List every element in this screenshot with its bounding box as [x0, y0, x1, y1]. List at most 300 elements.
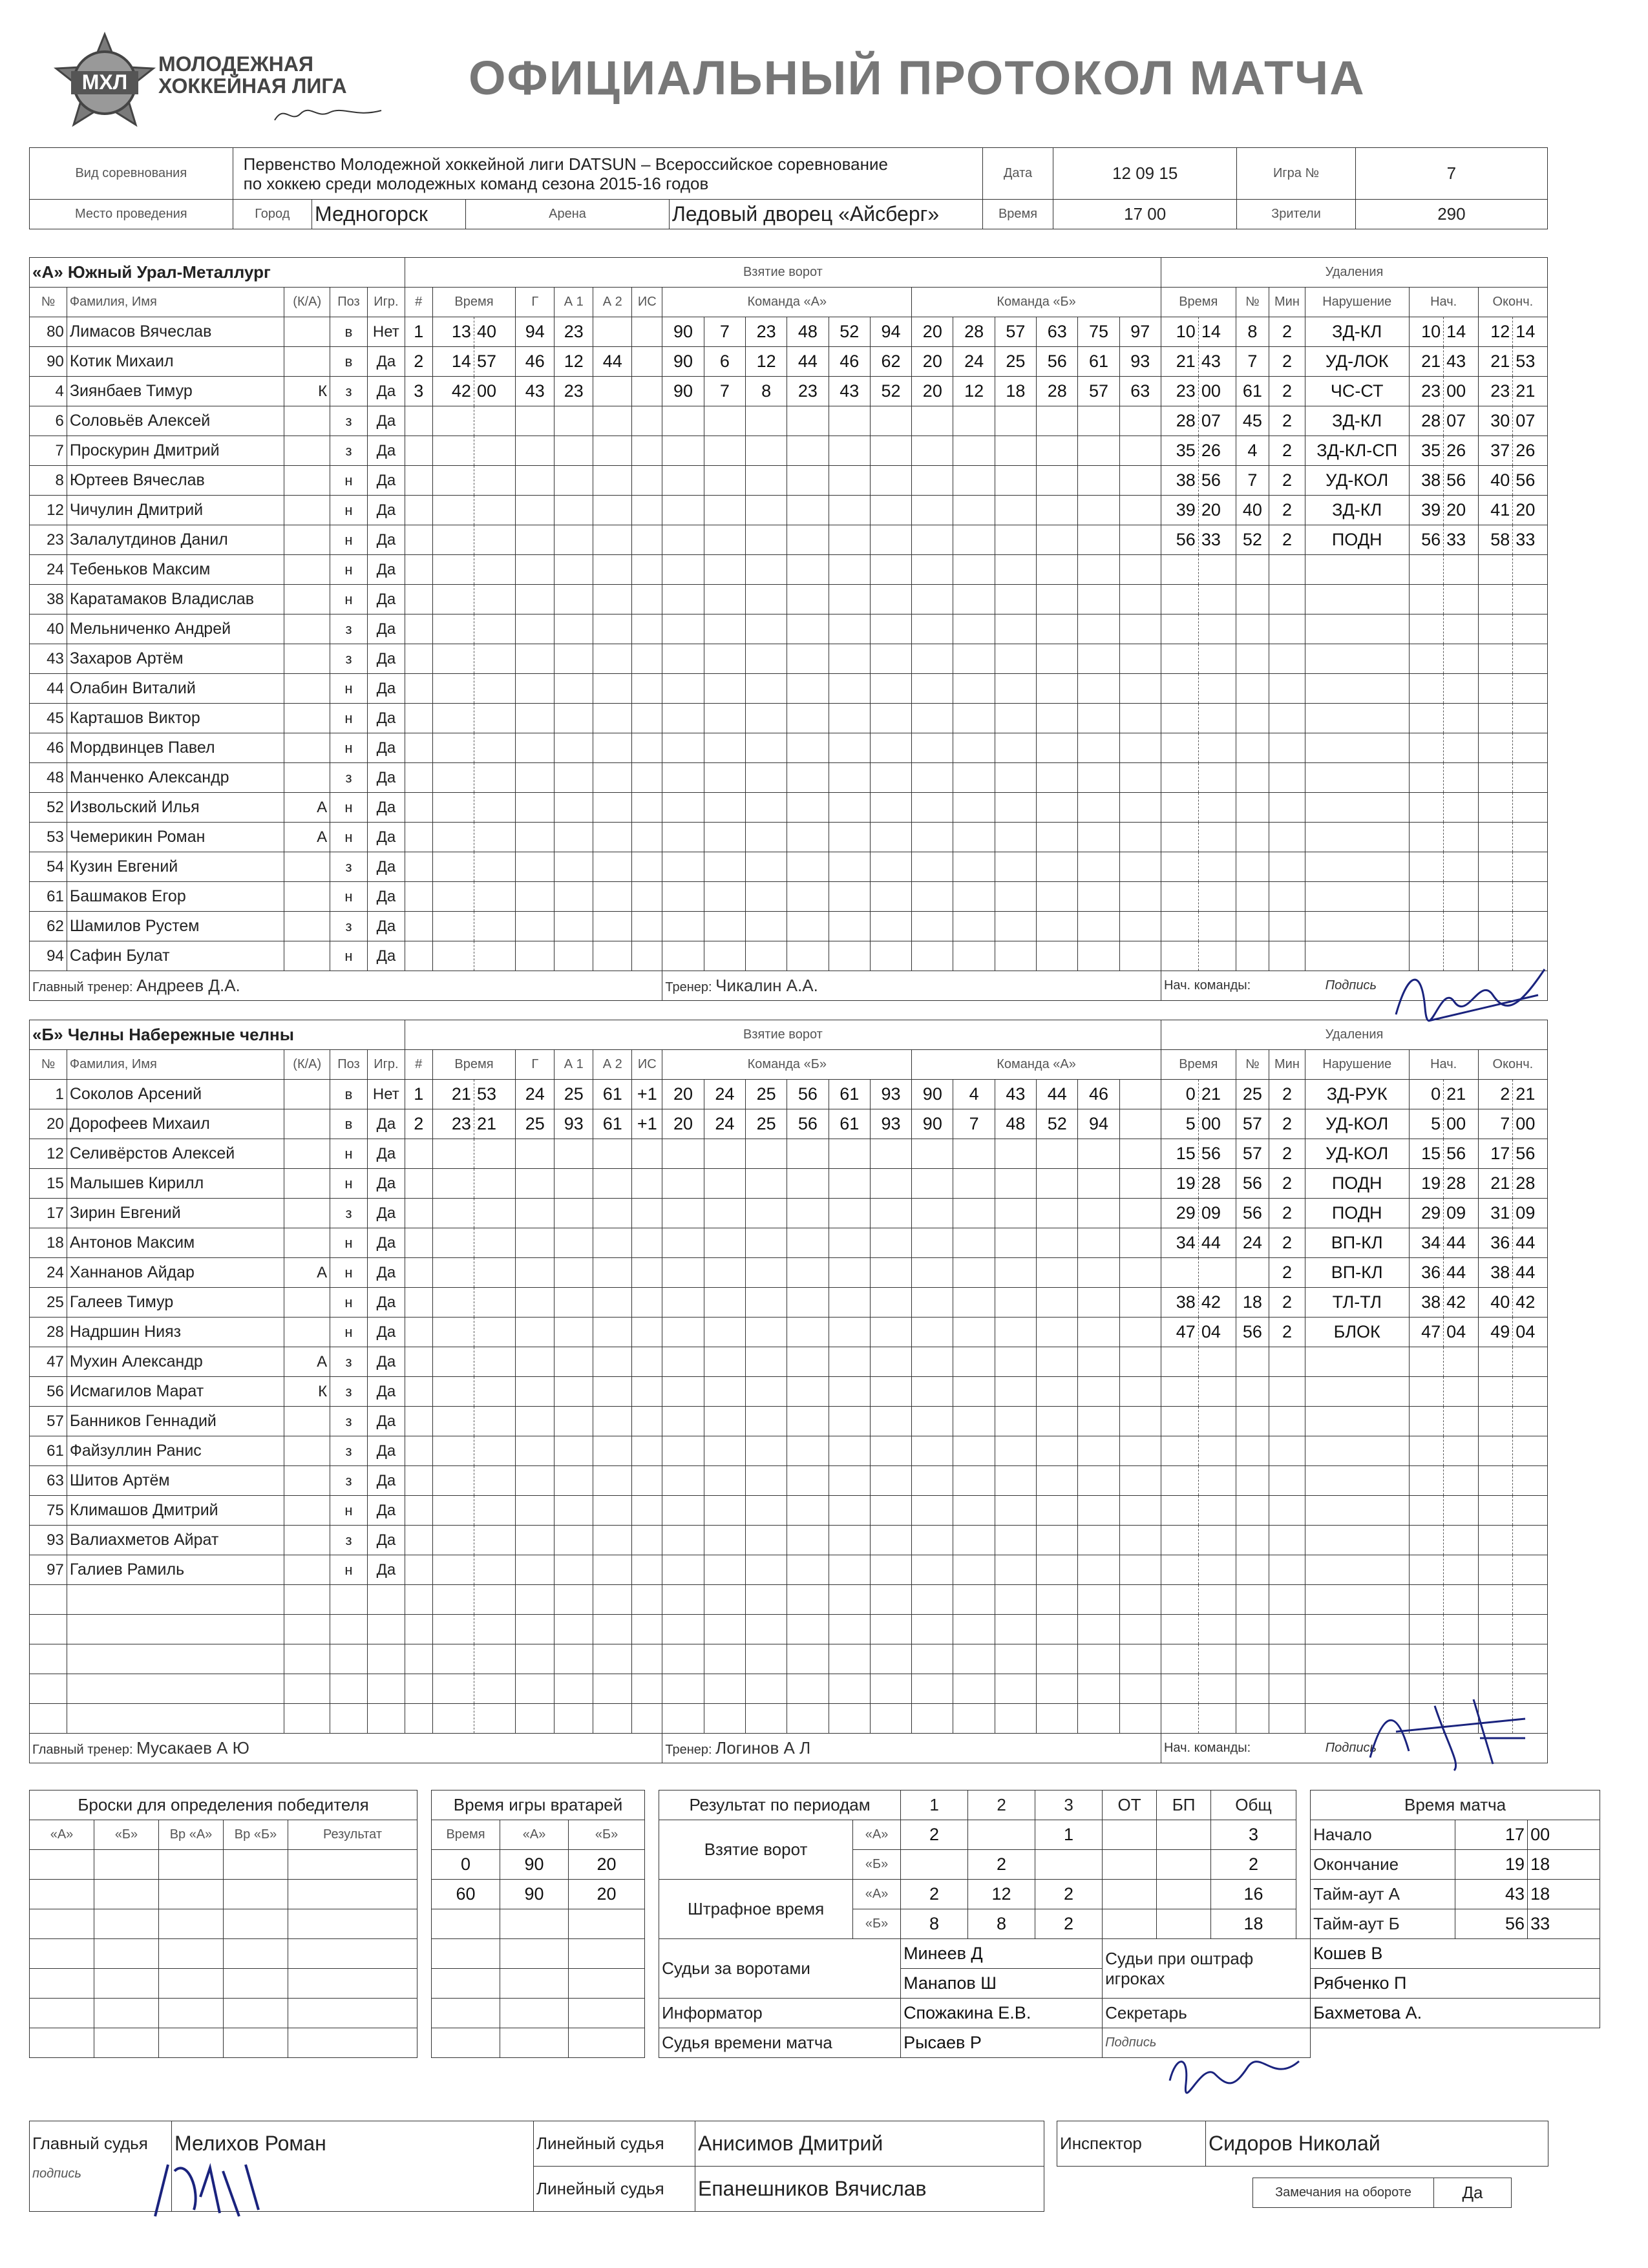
- col-p-num: №: [1236, 1050, 1269, 1080]
- goal-own-player: 94: [870, 317, 911, 347]
- player-num: 52: [30, 793, 67, 823]
- gk-row2-b: 20: [569, 1880, 645, 1909]
- player-name: Файзуллин Ранис: [67, 1436, 284, 1466]
- player-num: 61: [30, 882, 67, 912]
- player-row: [30, 377, 1548, 406]
- pen-end-sec: 20: [1513, 496, 1548, 525]
- goal-opp-player: 18: [995, 377, 1036, 406]
- goal-min: 14: [432, 347, 474, 377]
- player-pos: з: [330, 644, 368, 674]
- player-ka: [284, 1407, 330, 1436]
- player-play: Да: [367, 406, 405, 436]
- player-ka: [284, 1318, 330, 1347]
- col-p-time: Время: [1161, 288, 1236, 317]
- player-num: 7: [30, 436, 67, 466]
- col-g-num: #: [405, 288, 432, 317]
- goals-b-p2: 2: [968, 1850, 1035, 1880]
- player-ka: [284, 1496, 330, 1526]
- pen-sec: 33: [1198, 525, 1236, 555]
- lin1-value: Анисимов Дмитрий: [695, 2121, 1044, 2167]
- pen-start-sec: 56: [1444, 466, 1479, 496]
- player-ka: [284, 317, 330, 347]
- pen-sec: 04: [1198, 1318, 1236, 1347]
- player-num: 12: [30, 496, 67, 525]
- pen-end-min: 30: [1478, 406, 1513, 436]
- player-ka: [284, 1139, 330, 1169]
- timekeeper-value: Рысаев Р: [901, 2028, 1103, 2058]
- goal-own-player: 61: [829, 1109, 870, 1139]
- player-ka: [284, 733, 330, 763]
- goals-b-p1: [901, 1850, 968, 1880]
- goal-opp-player: 4: [953, 1080, 995, 1109]
- per-col-1: 1: [901, 1790, 968, 1820]
- player-play: Да: [367, 674, 405, 704]
- ref-value: Мелихов Роман: [172, 2121, 534, 2167]
- pim-a-p3: 2: [1035, 1880, 1103, 1909]
- player-num: [30, 1644, 67, 1674]
- player-play: Да: [367, 1318, 405, 1347]
- pen-infraction: ПОДН: [1305, 525, 1409, 555]
- goal-scorer: 46: [516, 347, 555, 377]
- player-name: Исмагилов Марат: [67, 1377, 284, 1407]
- player-name: Зирин Евгений: [67, 1199, 284, 1228]
- pen-judge-2: Рябченко П: [1311, 1969, 1600, 1999]
- gk-a-label: «А»: [500, 1820, 569, 1850]
- per-col-2: 2: [968, 1790, 1035, 1820]
- end-m: 18: [1528, 1850, 1600, 1880]
- pen-minutes: 2: [1269, 436, 1305, 466]
- date-value: 12 09 15: [1053, 148, 1237, 200]
- player-ka: [284, 1080, 330, 1109]
- goal-a2: 61: [593, 1109, 632, 1139]
- player-num: 75: [30, 1496, 67, 1526]
- player-num: 18: [30, 1228, 67, 1258]
- chief-label: Нач. команды:: [1163, 1741, 1251, 1755]
- head-coach-label: Главный тренер:: [32, 1743, 133, 1757]
- player-name: Зиянбаев Тимур: [67, 377, 284, 406]
- player-name: Олабин Виталий: [67, 674, 284, 704]
- pen-start-sec: 14: [1444, 317, 1479, 347]
- player-row: [30, 1347, 1548, 1377]
- pen-minutes: 2: [1269, 406, 1305, 436]
- player-play: Да: [367, 1199, 405, 1228]
- pim-a-p1: 2: [901, 1880, 968, 1909]
- pen-start-min: 21: [1409, 347, 1444, 377]
- goal-opp-player: 57: [1078, 377, 1119, 406]
- pen-minutes: 2: [1269, 1080, 1305, 1109]
- goal-own-player: 25: [745, 1080, 787, 1109]
- player-pos: н: [330, 585, 368, 614]
- team-title: «Б» Челны Набережные челны: [30, 1020, 405, 1050]
- player-pos: н: [330, 704, 368, 733]
- pen-end-min: 7: [1478, 1109, 1513, 1139]
- pen-start-min: 28: [1409, 406, 1444, 436]
- pen-end-sec: 44: [1513, 1258, 1548, 1288]
- player-pos: з: [330, 763, 368, 793]
- player-name: Антонов Максим: [67, 1228, 284, 1258]
- pen-end-min: 36: [1478, 1228, 1513, 1258]
- pen-start-sec: 20: [1444, 496, 1479, 525]
- pen-player: 7: [1236, 466, 1269, 496]
- player-play: Да: [367, 1436, 405, 1466]
- player-ka: [284, 1466, 330, 1496]
- player-pos: з: [330, 1526, 368, 1555]
- player-row: [30, 347, 1548, 377]
- pen-end-min: 49: [1478, 1318, 1513, 1347]
- player-num: 93: [30, 1526, 67, 1555]
- goal-own-player: 24: [704, 1080, 745, 1109]
- goals-b-bp: [1157, 1850, 1211, 1880]
- pen-infraction: ЗД-КЛ-СП: [1305, 436, 1409, 466]
- player-ka: [284, 1704, 330, 1734]
- pen-end-min: 21: [1478, 1169, 1513, 1199]
- pen-judge-1: Кошев В: [1311, 1939, 1600, 1969]
- player-play: Да: [367, 1258, 405, 1288]
- player-name: Залалутдинов Данил: [67, 525, 284, 555]
- player-ka: [284, 941, 330, 971]
- pen-infraction: ПОДН: [1305, 1199, 1409, 1228]
- goal-sec: 40: [474, 317, 515, 347]
- goal-num: 1: [405, 317, 432, 347]
- player-row: [30, 704, 1548, 733]
- pim-b-ot: [1103, 1909, 1157, 1939]
- player-play: Да: [367, 496, 405, 525]
- pen-start-min: 38: [1409, 1288, 1444, 1318]
- insp-value: Сидоров Николай: [1206, 2121, 1548, 2167]
- player-row: [30, 941, 1548, 971]
- player-pos: [330, 1615, 368, 1644]
- goals-header: Взятие ворот: [405, 258, 1161, 288]
- goal-own-player: 7: [704, 377, 745, 406]
- player-play: Да: [367, 1228, 405, 1258]
- goal-num: 2: [405, 347, 432, 377]
- col-p-start: Нач.: [1409, 1050, 1478, 1080]
- goal-num: 1: [405, 1080, 432, 1109]
- match-time-title: Время матча: [1311, 1790, 1600, 1820]
- pen-end-sec: 26: [1513, 436, 1548, 466]
- gk-row1-b: 20: [569, 1850, 645, 1880]
- player-ka: [284, 585, 330, 614]
- goal-own-player: 20: [662, 1080, 704, 1109]
- trainer-label: Тренер:: [665, 980, 712, 994]
- goal-own-player: 24: [704, 1109, 745, 1139]
- pen-player: 61: [1236, 377, 1269, 406]
- secretary-value: Бахметова А.: [1311, 1999, 1600, 2028]
- goal-opp-player: 61: [1078, 347, 1119, 377]
- player-pos: н: [330, 733, 368, 763]
- tob-m: 56: [1455, 1909, 1528, 1939]
- player-name: Захаров Артём: [67, 644, 284, 674]
- player-ka: [284, 1169, 330, 1199]
- ref-sign-label: подпись: [30, 2167, 172, 2212]
- city-label: Город: [233, 200, 312, 229]
- team-a-signature: [1389, 956, 1558, 1034]
- goal-sec: 57: [474, 347, 515, 377]
- player-play: Да: [367, 1407, 405, 1436]
- player-pos: н: [330, 793, 368, 823]
- player-name: [67, 1585, 284, 1615]
- player-play: Да: [367, 912, 405, 941]
- player-pos: н: [330, 1318, 368, 1347]
- goals-b-total: 2: [1211, 1850, 1296, 1880]
- goal-scorer: 24: [516, 1080, 555, 1109]
- gk-row1-min: 0: [432, 1850, 500, 1880]
- player-row: [30, 436, 1548, 466]
- player-pos: з: [330, 1466, 368, 1496]
- player-play: Да: [367, 1377, 405, 1407]
- goal-own-player: 7: [704, 317, 745, 347]
- player-row: [30, 1674, 1548, 1704]
- player-num: 62: [30, 912, 67, 941]
- remarks-box: [1252, 2178, 1511, 2208]
- goal-a1: 23: [555, 317, 593, 347]
- pim-label: Штрафное время: [659, 1880, 853, 1939]
- goal-opp-player: 63: [1119, 377, 1161, 406]
- player-pos: з: [330, 912, 368, 941]
- pen-end-min: 2: [1478, 1080, 1513, 1109]
- pen-infraction: УД-КОЛ: [1305, 1139, 1409, 1169]
- pen-start-min: 29: [1409, 1199, 1444, 1228]
- player-pos: н: [330, 525, 368, 555]
- player-ka: [284, 406, 330, 436]
- player-row: [30, 1258, 1548, 1288]
- pen-infraction: ПОДН: [1305, 1169, 1409, 1199]
- col-p-end: Оконч.: [1478, 1050, 1547, 1080]
- player-name: Проскурин Дмитрий: [67, 436, 284, 466]
- trainer: Логинов А Л: [715, 1738, 811, 1758]
- pen-start-sec: 43: [1444, 347, 1479, 377]
- player-ka: [284, 1436, 330, 1466]
- pen-sec: 44: [1198, 1228, 1236, 1258]
- date-label: Дата: [982, 148, 1053, 200]
- shootout-title: Броски для определения победителя: [30, 1790, 417, 1820]
- player-pos: [330, 1704, 368, 1734]
- goals-b-ot: [1103, 1850, 1157, 1880]
- pen-judges-label: Судьи при оштраф игроках: [1103, 1939, 1311, 1999]
- sign-label: Подпись: [1325, 978, 1377, 992]
- goal-own-player: 23: [745, 317, 787, 347]
- pen-minutes: 2: [1269, 1169, 1305, 1199]
- game-value: 7: [1355, 148, 1547, 200]
- pen-player: 57: [1236, 1139, 1269, 1169]
- player-num: [30, 1674, 67, 1704]
- pen-minutes: 2: [1269, 466, 1305, 496]
- pen-minutes: 2: [1269, 347, 1305, 377]
- player-name: Шамилов Рустем: [67, 912, 284, 941]
- player-num: 57: [30, 1407, 67, 1436]
- pen-infraction: УД-КОЛ: [1305, 1109, 1409, 1139]
- player-pos: в: [330, 1109, 368, 1139]
- pen-end-min: 41: [1478, 496, 1513, 525]
- pen-start-sec: 44: [1444, 1258, 1479, 1288]
- player-num: 43: [30, 644, 67, 674]
- pen-min: 19: [1161, 1169, 1198, 1199]
- goal-num: 2: [405, 1109, 432, 1139]
- player-play: [367, 1644, 405, 1674]
- team-b-signature: [1357, 1693, 1538, 1777]
- player-name: Кузин Евгений: [67, 852, 284, 882]
- goal-a1: 12: [555, 347, 593, 377]
- player-pos: н: [330, 1555, 368, 1585]
- chief-label: Нач. команды:: [1163, 978, 1251, 992]
- player-name: Чичулин Дмитрий: [67, 496, 284, 525]
- goal-own-player: 20: [662, 1109, 704, 1139]
- player-play: Да: [367, 1555, 405, 1585]
- goal-own-player: 8: [745, 377, 787, 406]
- player-pos: з: [330, 852, 368, 882]
- timeout-b-label: Тайм-аут Б: [1311, 1909, 1455, 1939]
- goals-a-total: 3: [1211, 1820, 1296, 1850]
- so-res: Результат: [288, 1820, 417, 1850]
- pen-sec: 43: [1198, 347, 1236, 377]
- informer-label: Информатор: [659, 1999, 901, 2028]
- player-play: Да: [367, 1347, 405, 1377]
- player-ka: [284, 555, 330, 585]
- player-row: [30, 1080, 1548, 1109]
- player-name: [67, 1704, 284, 1734]
- col-opp-team: Команда «А»: [912, 1050, 1161, 1080]
- goal-a1: 25: [555, 1080, 593, 1109]
- goal-own-player: 52: [870, 377, 911, 406]
- team-b-block: [29, 1020, 1548, 1763]
- player-ka: [284, 704, 330, 733]
- player-row: [30, 1139, 1548, 1169]
- league-logo: [53, 31, 156, 131]
- player-row: [30, 585, 1548, 614]
- player-row: [30, 525, 1548, 555]
- goal-a1: 93: [555, 1109, 593, 1139]
- pim-b-label: «Б»: [853, 1909, 901, 1939]
- pen-player: [1236, 1258, 1269, 1288]
- player-name: Галеев Тимур: [67, 1288, 284, 1318]
- pen-end-min: 31: [1478, 1199, 1513, 1228]
- goal-own-player: 56: [787, 1080, 829, 1109]
- insp-label: Инспектор: [1057, 2121, 1206, 2167]
- player-pos: н: [330, 496, 368, 525]
- goal-sec: 53: [474, 1080, 515, 1109]
- player-name: Извольский Илья: [67, 793, 284, 823]
- pen-min: 5: [1161, 1109, 1198, 1139]
- head-coach: Андреев Д.А.: [136, 976, 240, 995]
- goal-judge-2: Манапов Ш: [901, 1969, 1103, 1999]
- player-ka: [284, 1674, 330, 1704]
- goal-opp-player: 63: [1037, 317, 1078, 347]
- goal-own-player: 12: [745, 347, 787, 377]
- player-row: [30, 912, 1548, 941]
- pen-start-sec: 44: [1444, 1228, 1479, 1258]
- player-row: [30, 1228, 1548, 1258]
- player-ka: [284, 525, 330, 555]
- col-num: №: [30, 1050, 67, 1080]
- player-name: Каратамаков Владислав: [67, 585, 284, 614]
- goal-is: +1: [632, 1109, 662, 1139]
- pen-sec: [1198, 1258, 1236, 1288]
- gk-title: Время игры вратарей: [432, 1790, 645, 1820]
- player-num: 24: [30, 1258, 67, 1288]
- player-name: Надршин Нияз: [67, 1318, 284, 1347]
- pen-min: 21: [1161, 347, 1198, 377]
- pen-player: 56: [1236, 1318, 1269, 1347]
- goal-min: 13: [432, 317, 474, 347]
- col-p-end: Оконч.: [1478, 288, 1547, 317]
- per-col-bp: БП: [1157, 1790, 1211, 1820]
- goal-scorer: 94: [516, 317, 555, 347]
- goal-own-player: 25: [745, 1109, 787, 1139]
- col-pos: Поз: [330, 288, 368, 317]
- so-a: «А»: [30, 1820, 94, 1850]
- player-play: [367, 1674, 405, 1704]
- pen-sec: 09: [1198, 1199, 1236, 1228]
- goals-a-label: «А»: [853, 1820, 901, 1850]
- player-num: 90: [30, 347, 67, 377]
- secretary-signature: [1163, 2048, 1305, 2100]
- goal-opp-player: 93: [1119, 347, 1161, 377]
- goal-opp-player: 57: [995, 317, 1036, 347]
- player-pos: н: [330, 1258, 368, 1288]
- player-row: [30, 644, 1548, 674]
- player-pos: н: [330, 674, 368, 704]
- goal-judge-1: Минеев Д: [901, 1939, 1103, 1969]
- game-label: Игра №: [1237, 148, 1356, 200]
- goal-opp-player: 7: [953, 1109, 995, 1139]
- player-num: 40: [30, 614, 67, 644]
- pen-end-min: 58: [1478, 525, 1513, 555]
- goal-sec: 21: [474, 1109, 515, 1139]
- player-num: [30, 1585, 67, 1615]
- player-num: [30, 1615, 67, 1644]
- player-name: Манченко Александр: [67, 763, 284, 793]
- goal-opp-player: 97: [1119, 317, 1161, 347]
- pen-end-sec: 21: [1513, 377, 1548, 406]
- goal-own-player: 23: [787, 377, 829, 406]
- pen-end-sec: 28: [1513, 1169, 1548, 1199]
- pen-start-min: 38: [1409, 466, 1444, 496]
- player-pos: н: [330, 1288, 368, 1318]
- ref-signature: [149, 2152, 278, 2223]
- pen-end-sec: 44: [1513, 1228, 1548, 1258]
- pen-end-sec: 53: [1513, 347, 1548, 377]
- player-name: Карташов Виктор: [67, 704, 284, 733]
- goal-opp-player: [1119, 1080, 1161, 1109]
- player-play: Да: [367, 377, 405, 406]
- team-a-block: [29, 257, 1548, 1001]
- player-num: 15: [30, 1169, 67, 1199]
- player-play: Да: [367, 733, 405, 763]
- player-num: 20: [30, 1109, 67, 1139]
- player-ka: [284, 1644, 330, 1674]
- goal-opp-player: 48: [995, 1109, 1036, 1139]
- gk-b-label: «Б»: [569, 1820, 645, 1850]
- player-play: Да: [367, 763, 405, 793]
- pen-infraction: УД-КОЛ: [1305, 466, 1409, 496]
- pim-b-total: 18: [1211, 1909, 1296, 1939]
- goal-is: [632, 377, 662, 406]
- col-g-a2: А 2: [593, 1050, 632, 1080]
- player-row: [30, 1288, 1548, 1318]
- goal-opp-player: 46: [1078, 1080, 1119, 1109]
- player-pos: н: [330, 466, 368, 496]
- player-name: Дорофеев Михаил: [67, 1109, 284, 1139]
- player-name: Котик Михаил: [67, 347, 284, 377]
- pen-end-min: 37: [1478, 436, 1513, 466]
- pen-start-min: 5: [1409, 1109, 1444, 1139]
- col-pos: Поз: [330, 1050, 368, 1080]
- player-ka: [284, 436, 330, 466]
- gk-row2-a: 90: [500, 1880, 569, 1909]
- pen-end-min: 38: [1478, 1258, 1513, 1288]
- period-title: Результат по периодам: [659, 1790, 901, 1820]
- pen-end-min: 21: [1478, 347, 1513, 377]
